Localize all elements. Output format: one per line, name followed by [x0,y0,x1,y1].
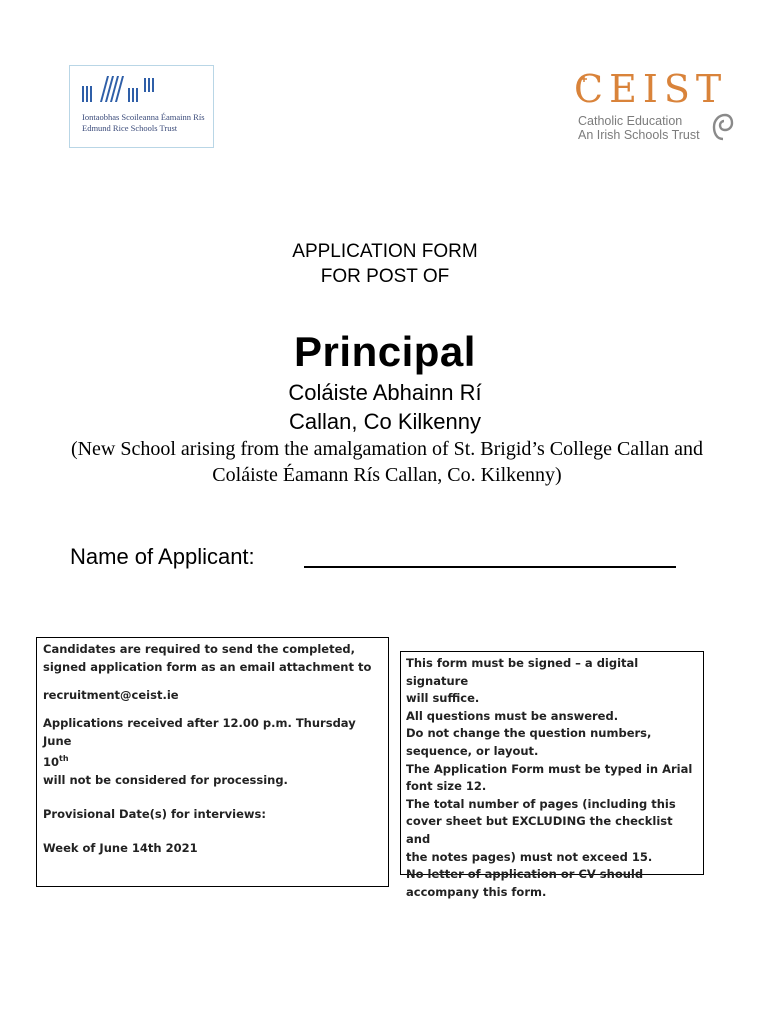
submission-email: recruitment@ceist.ie [43,688,179,702]
instruction-line: All questions must be answered. [406,708,619,723]
interview-label: Provisional Date(s) for interviews: [43,806,266,821]
instruction-line: Do not change the question numbers, [406,726,652,741]
instruction-line: No letter of application or CV should [406,867,644,882]
svg-text:CEIST: CEIST [574,70,728,110]
ceist-logo-sub2: An Irish Schools Trust [578,128,700,142]
post-title: Principal [294,328,476,375]
instructions-box [400,651,704,899]
instruction-line: will suffice. [406,691,480,706]
instruction-line: font size 12. [406,779,487,794]
instruction-line: cover sheet but EXCLUDING the checklist and [406,814,673,846]
applicant-name-label: Name of Applicant: [70,544,255,569]
instruction-line: The total number of pages (including this [406,796,676,811]
instruction-line: This form must be signed – a digital signature [406,656,639,688]
ceist-wordmark-icon [574,70,734,110]
deadline-day: 10 [43,754,60,769]
form-title-line1: APPLICATION FORM [292,241,478,262]
erst-logo-line1: Iontaobhas Scoileanna Éamainn Rís [82,112,205,122]
form-title-line2: FOR POST OF [320,266,450,287]
submission-line2: signed application form as an email attachment to [43,660,372,674]
applicant-name-field[interactable] [304,566,676,568]
deadline-line3: will not be considered for processing. [43,772,288,787]
erst-logo [69,65,214,148]
deadline-day-suffix: th [59,754,69,763]
ceist-logo [572,70,736,146]
deadline-line1: Applications received after 12.00 p.m. Thursday June [43,716,356,748]
swirl-icon [712,112,734,142]
school-note: (New School arising from the amalgamation of St. Brigid’s College Callan and Coláiste Éamann Rís Callan, Co. Kilkenny) [70,438,704,486]
instruction-line: The Application Form must be typed in Arial [406,761,693,776]
ceist-logo-sub1: Catholic Education [578,114,683,128]
ceist-logo-word [574,70,734,117]
interview-date: Week of June 14th 2021 [43,840,198,855]
instruction-line: sequence, or layout. [406,743,539,758]
instruction-line: the notes pages) must not exceed 15. [406,849,653,864]
school-location: Callan, Co Kilkenny [289,409,481,434]
erst-bars-icon [80,72,160,106]
instruction-line: accompany this form. [406,884,547,899]
erst-logo-line2: Edmund Rice Schools Trust [82,123,178,133]
submission-info-box [36,637,389,887]
submission-line1: Candidates are required to send the completed, [43,642,355,656]
school-name: Coláiste Abhainn Rí [288,380,482,405]
